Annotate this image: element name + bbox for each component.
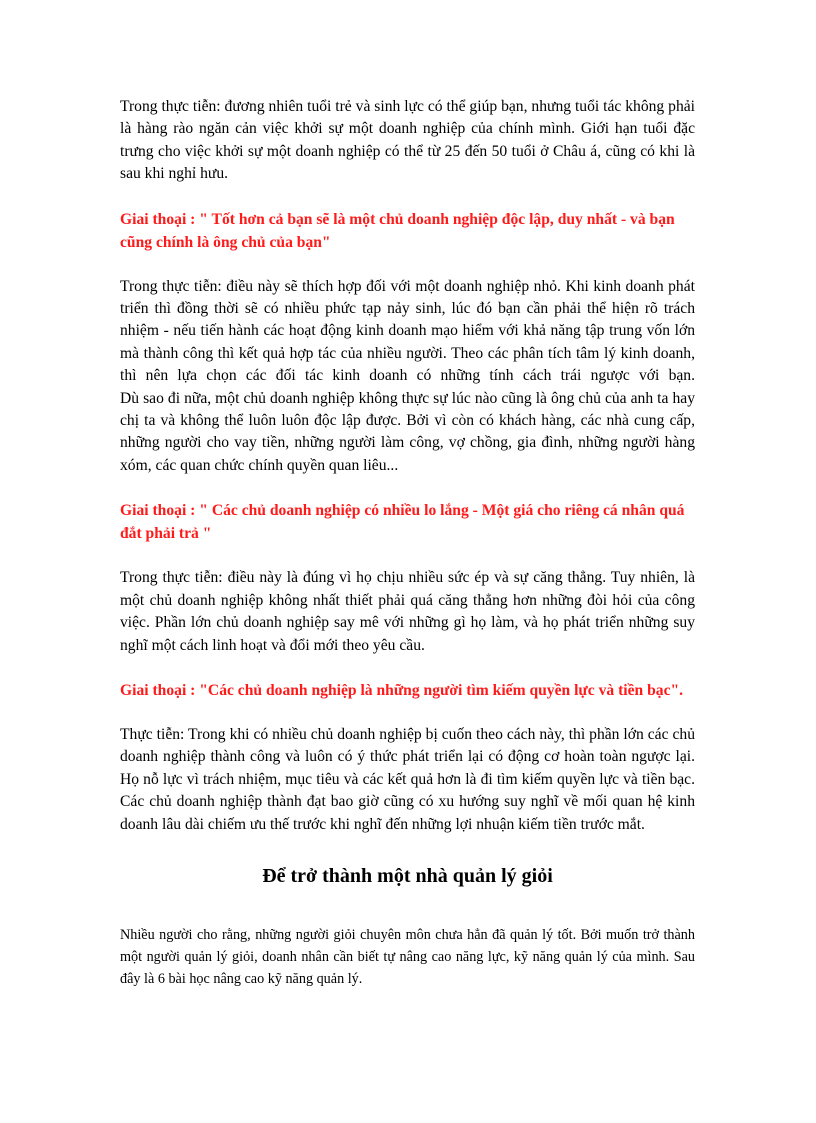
paragraph-not-always-boss: Dù sao đi nữa, một chủ doanh nghiệp không thực sự lúc nào cũng là ông chủ của anh ta hay chị ta và không thể luôn luôn độc lập được. Bởi vì còn có khách hàng, các nhà cung cấp, những người cho vay tiền, những người làm công, vợ chồng, gia đình, những người hàng xóm, các quan chức chính quyền quan liêu...: [120, 389, 695, 474]
paragraph-age-myth: Trong thực tiễn: đương nhiên tuổi trẻ và sinh lực có thể giúp bạn, nhưng tuổi tác không phải là hàng rào ngăn cản việc khởi sự một doanh nghiệp của chính mình. Giới hạn tuổi đặc trưng cho việc khởi sự một doanh nghiệp có thể từ 25 đến 50 tuổi ở Châu á, cũng có khi là sau khi nghỉ hưu.: [120, 98, 695, 183]
section-title-good-manager: Để trở thành một nhà quản lý giỏi: [262, 864, 553, 887]
heading-power-money: Giai thoại : "Các chủ doanh nghiệp là những người tìm kiếm quyền lực và tiền bạc".: [120, 681, 684, 699]
heading-independent-owner: Giai thoại : " Tốt hơn cả bạn sẽ là một chủ doanh nghiệp độc lập, duy nhất - và bạn cũng chính là ông chủ của bạn": [120, 210, 675, 251]
paragraph-pressure: Trong thực tiễn: điều này là đúng vì họ chịu nhiều sức ép và sự căng thẳng. Tuy nhiên, là một chủ doanh nghiệp không nhất thiết phải quá căng thẳng hơn những đòi hỏi của công việc. Phần lớn chủ doanh nghiệp say mê với những gì họ làm, và họ phát triển những suy nghĩ một cách linh hoạt và đổi mới theo yêu cầu.: [120, 569, 695, 654]
paragraph-management-lessons: Nhiều người cho rằng, những người giỏi chuyên môn chưa hẳn đã quản lý tốt. Bởi muốn trở thành một người quản lý giỏi, doanh nhân cần biết tự nâng cao năng lực, kỹ năng quản lý của mình. Sau đây là 6 bài học nâng cao kỹ năng quản lý.: [120, 926, 695, 987]
paragraph-motivation: Thực tiễn: Trong khi có nhiều chủ doanh nghiệp bị cuốn theo cách này, thì phần lớn các chủ doanh nghiệp thành công và luôn có ý thức phát triển lại có động cơ hoàn toàn ngược lại. Họ nỗ lực vì trách nhiệm, mục tiêu và các kết quả hơn là đi tìm kiếm quyền lực và tiền bạc. Các chủ doanh nghiệp thành đạt bao giờ cũng có xu hướng suy nghĩ về mối quan hệ kinh doanh lâu dài chiếm ưu thế trước khi nghĩ đến những lợi nhuận kiếm tiền trước mắt.: [120, 725, 695, 833]
heading-many-worries: Giai thoại : " Các chủ doanh nghiệp có nhiều lo lắng - Một giá cho riêng cá nhân quá đắt phải trả ": [120, 502, 685, 543]
paragraph-small-business: Trong thực tiễn: điều này sẽ thích hợp đối với một doanh nghiệp nhỏ. Khi kinh doanh phát triển thì đồng thời sẽ có nhiều phức tạp nảy sinh, lúc đó bạn cần phải thể hiện rõ trách nhiệm - nếu tiến hành các hoạt động kinh doanh mạo hiểm với khả năng tập trung vốn lớn mà thành công thì kết quả hợp tác của nhiều người. Theo các phân tích tâm lý kinh doanh, thì nên lựa chọn các đối tác kinh doanh có những tính cách trái ngược với bạn.: [120, 277, 695, 385]
document-page: [120, 96, 695, 990]
